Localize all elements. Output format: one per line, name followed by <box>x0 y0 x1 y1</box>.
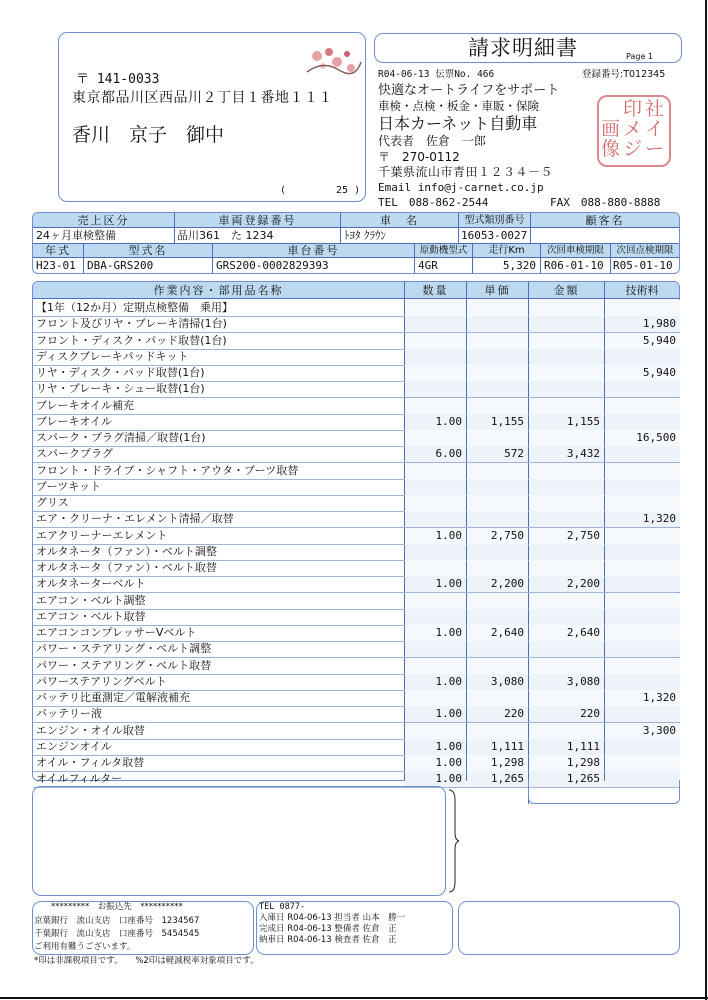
item-amount <box>528 333 600 349</box>
item-amount: 220 <box>580 707 600 720</box>
notes-box <box>458 901 680 955</box>
table-row <box>32 755 680 771</box>
item-tech-fee <box>604 349 676 365</box>
model-year: H23-01 <box>36 259 76 272</box>
item-tech-fee <box>604 706 676 722</box>
table-row <box>32 593 680 609</box>
item-name: リヤ・ブレーキ・シュー取替(1台) <box>36 382 205 395</box>
slip-date-number: R04-06-13 伝票No. 466 <box>378 69 495 80</box>
header-amount: 金額 <box>553 284 580 297</box>
item-tech-fee <box>604 414 676 430</box>
label-model-category: 型式類別番号 <box>464 215 525 226</box>
item-amount <box>528 300 600 316</box>
bank-header: ********* お振込先 ********** <box>51 902 183 912</box>
item-unit-price <box>466 593 524 609</box>
table-row <box>32 316 680 332</box>
header-unit-price: 単価 <box>484 284 511 297</box>
amount-total-box <box>528 780 680 804</box>
item-tech-fee: 1,320 <box>642 691 676 704</box>
table-row <box>32 430 680 446</box>
table-row <box>32 723 680 739</box>
item-amount: 1,298 <box>566 756 600 769</box>
item-amount <box>528 641 600 657</box>
item-tech-fee: 5,940 <box>642 334 676 347</box>
item-unit-price <box>466 463 524 479</box>
item-tech-fee: 3,300 <box>642 724 676 737</box>
item-amount <box>528 365 600 381</box>
item-tech-fee <box>604 528 676 544</box>
label-chassis: 車台番号 <box>287 244 340 257</box>
car-name: ﾄﾖﾀ ｸﾗｳﾝ <box>344 229 386 242</box>
recipient-name: 香川 京子 御中 <box>72 124 225 146</box>
item-amount: 2,640 <box>566 626 600 639</box>
table-row <box>32 446 680 462</box>
item-quantity: 1.00 <box>435 707 462 720</box>
table-row <box>32 739 680 755</box>
table-row <box>32 479 680 495</box>
item-unit-price <box>466 398 524 414</box>
item-tech-fee <box>604 560 676 576</box>
item-name: オイルフィルター <box>36 772 123 785</box>
label-model: 型式名 <box>128 244 168 257</box>
next-check-date: R05-01-10 <box>613 259 673 272</box>
table-row <box>32 625 680 641</box>
item-unit-price <box>466 723 524 739</box>
item-unit-price <box>466 658 524 674</box>
item-unit-price: 2,750 <box>490 529 524 542</box>
item-quantity <box>404 300 462 316</box>
item-amount <box>528 690 600 706</box>
item-amount <box>528 544 600 560</box>
table-row <box>32 674 680 690</box>
item-amount <box>528 479 600 495</box>
table-row <box>32 609 680 625</box>
item-unit-price: 1,298 <box>490 756 524 769</box>
label-customer: 顧客名 <box>585 214 625 227</box>
label-year: 年式 <box>45 244 71 257</box>
item-tech-fee <box>604 479 676 495</box>
label-engine: 原動機型式 <box>419 245 468 256</box>
registration-number: 登録番号:T012345 <box>582 69 666 80</box>
item-amount <box>528 609 600 625</box>
item-quantity: 6.00 <box>435 447 462 460</box>
item-quantity <box>404 365 462 381</box>
sales-category: 24ヶ月車検整備 <box>36 229 116 242</box>
item-quantity <box>404 690 462 706</box>
item-amount: 2,750 <box>566 529 600 542</box>
item-amount <box>528 511 600 527</box>
item-quantity <box>404 333 462 349</box>
header-quantity: 数量 <box>422 284 449 297</box>
header-tech-fee: 技術料 <box>625 284 659 297</box>
item-name: ブーツキット <box>36 480 102 493</box>
issuer-fax: FAX 088-880-8888 <box>550 196 661 209</box>
item-unit-price <box>466 690 524 706</box>
item-name: グリス <box>36 496 69 509</box>
registration-no: 品川361 た 1234 <box>177 229 274 242</box>
footnote: *印は非課税項目です。 %2印は軽減税率対象項目です。 <box>34 956 259 966</box>
item-amount <box>528 463 600 479</box>
model-name: DBA-GRS200 <box>87 259 154 272</box>
flower-decoration <box>303 42 363 80</box>
model-category: 16053-0027 <box>461 229 528 242</box>
work-in-date: 入庫日 R04-06-13 担当者 山本 勝一 <box>259 913 406 923</box>
table-row <box>32 414 680 430</box>
item-unit-price <box>466 495 524 511</box>
header-item-name: 作業内容・部用品名称 <box>153 284 284 297</box>
item-name: オルタネータ（ファン）・ベルト取替 <box>36 561 217 574</box>
page-number: Page 1 <box>626 52 653 61</box>
item-quantity <box>404 495 462 511</box>
item-tech-fee <box>604 576 676 592</box>
issuer-tel: TEL 088-862-2544 <box>378 196 489 209</box>
item-unit-price <box>466 641 524 657</box>
item-name: エアコンコンプレッサーVベルト <box>36 626 197 639</box>
work-delivery-date: 納車日 R04-06-13 検査者 佐倉 正 <box>259 935 397 945</box>
issuer-address: 千葉県流山市青田１２３４－５ <box>378 165 554 179</box>
item-tech-fee <box>604 609 676 625</box>
item-tech-fee <box>604 625 676 641</box>
item-quantity <box>404 511 462 527</box>
item-unit-price: 1,155 <box>490 415 524 428</box>
next-inspection-date: R06-01-10 <box>544 259 604 272</box>
item-amount: 1,111 <box>566 740 600 753</box>
item-name: パワー・ステアリング・ベルト調整 <box>36 642 212 655</box>
recipient-address: 東京都品川区西品川２丁目１番地１１１ <box>72 90 333 106</box>
table-row <box>32 560 680 576</box>
thanks-message: ご利用有難うございます。 <box>34 942 136 952</box>
item-name: エアコン・ベルト取替 <box>36 610 146 623</box>
table-row <box>32 463 680 479</box>
item-amount: 3,432 <box>566 447 600 460</box>
item-quantity <box>404 349 462 365</box>
item-name: オルタネータ（ファン）・ベルト調整 <box>36 545 217 558</box>
item-unit-price: 1,265 <box>490 772 524 785</box>
item-quantity: 1.00 <box>435 415 462 428</box>
item-unit-price <box>466 365 524 381</box>
bank-line-1: 京葉銀行 流山支店 口座番号 1234567 <box>34 916 200 926</box>
table-row <box>32 381 680 397</box>
item-name: ブレーキオイル <box>36 415 113 428</box>
item-quantity: 1.00 <box>435 577 462 590</box>
item-tech-fee <box>604 381 676 397</box>
item-unit-price <box>466 349 524 365</box>
item-name: パワー・ステアリング・ベルト取替 <box>36 659 212 672</box>
label-mileage: 走行Km <box>488 245 525 256</box>
mileage: 5,320 <box>502 259 536 272</box>
item-amount: 2,200 <box>566 577 600 590</box>
item-tech-fee: 16,500 <box>636 431 676 444</box>
item-unit-price: 1,111 <box>490 740 524 753</box>
item-name: エンジンオイル <box>36 740 112 753</box>
item-amount: 1,155 <box>566 415 600 428</box>
item-quantity <box>404 723 462 739</box>
item-name: エアクリーナーエレメント <box>36 529 168 542</box>
chassis-number: GRS200-0002829393 <box>216 259 329 272</box>
table-row <box>32 658 680 674</box>
item-amount <box>528 430 600 446</box>
issuer-services: 車検・点検・板金・車販・保険 <box>378 99 539 113</box>
item-name: フロント・ドライブ・シャフト・アウタ・ブーツ取替 <box>36 464 299 477</box>
item-name: ブレーキオイル補充 <box>36 399 135 412</box>
item-quantity <box>404 398 462 414</box>
item-quantity <box>404 593 462 609</box>
item-name: バッテリー液 <box>36 707 102 720</box>
table-row <box>32 528 680 544</box>
item-quantity <box>404 463 462 479</box>
item-amount <box>528 398 600 414</box>
item-name: スパークプラグ <box>36 447 113 460</box>
item-quantity: 1.00 <box>435 740 462 753</box>
item-amount <box>528 316 600 332</box>
label-sales-category: 売上区分 <box>77 214 130 227</box>
table-row <box>32 398 680 414</box>
item-tech-fee <box>604 398 676 414</box>
item-amount: 3,080 <box>566 675 600 688</box>
table-row <box>32 511 680 527</box>
item-tech-fee: 1,980 <box>642 317 676 330</box>
item-tech-fee <box>604 446 676 462</box>
item-tech-fee <box>604 463 676 479</box>
item-amount <box>528 381 600 397</box>
item-quantity: 1.00 <box>435 675 462 688</box>
item-unit-price: 2,200 <box>490 577 524 590</box>
item-quantity <box>404 479 462 495</box>
item-amount <box>528 593 600 609</box>
table-row <box>32 544 680 560</box>
item-name: エアコン・ベルト調整 <box>36 594 146 607</box>
item-quantity <box>404 609 462 625</box>
table-row <box>32 641 680 657</box>
item-unit-price <box>466 381 524 397</box>
item-amount: 1,265 <box>566 772 600 785</box>
bank-line-2: 千葉銀行 流山支店 口座番号 5454545 <box>34 929 200 939</box>
page-title: 請求明細書 <box>468 36 578 60</box>
engine-model: 4GR <box>418 259 438 272</box>
item-name: バッテリ比重測定／電解液補充 <box>36 691 190 704</box>
item-name: エア・クリーナ・エレメント清掃／取替 <box>36 512 234 525</box>
issuer-representative: 代表者 佐倉 一郎 <box>378 134 487 148</box>
item-name: フロント及びリヤ・ブレーキ清掃(1台) <box>36 317 227 330</box>
table-row <box>32 300 680 316</box>
item-quantity: 1.00 <box>435 529 462 542</box>
item-amount <box>528 349 600 365</box>
item-unit-price <box>466 479 524 495</box>
item-tech-fee <box>604 658 676 674</box>
label-next-check: 次回点検期限 <box>616 245 674 256</box>
item-name: エンジン・オイル取替 <box>36 724 145 737</box>
item-quantity <box>404 544 462 560</box>
label-next-inspection: 次回車検期限 <box>546 245 604 256</box>
item-amount <box>528 495 600 511</box>
label-car-name: 車 名 <box>380 214 419 227</box>
item-name: パワーステアリングベルト <box>36 675 167 688</box>
item-unit-price <box>466 300 524 316</box>
recipient-postal: 〒 141-0033 <box>76 72 160 87</box>
item-tech-fee <box>604 495 676 511</box>
table-row <box>32 333 680 349</box>
work-done-date: 完成日 R04-06-13 整備者 佐倉 正 <box>259 924 397 934</box>
item-unit-price <box>466 609 524 625</box>
table-row <box>32 706 680 722</box>
item-quantity <box>404 560 462 576</box>
recipient-count: ( 25 ) <box>280 185 361 196</box>
table-row <box>32 365 680 381</box>
item-tech-fee: 1,320 <box>642 512 676 525</box>
item-unit-price <box>466 333 524 349</box>
remarks-box <box>32 786 446 896</box>
issuer-company: 日本カーネット自動車 <box>378 114 538 133</box>
item-amount <box>528 658 600 674</box>
item-unit-price <box>466 560 524 576</box>
company-seal: 社 印 イ メ ー ジ 画 像 <box>597 95 671 167</box>
item-tech-fee <box>604 641 676 657</box>
item-quantity <box>404 316 462 332</box>
item-quantity <box>404 381 462 397</box>
item-tech-fee <box>604 674 676 690</box>
table-row <box>32 349 680 365</box>
work-tel: TEL 0877- <box>259 902 306 912</box>
issuer-email: Email info@j-carnet.co.jp <box>378 181 544 194</box>
item-amount <box>528 560 600 576</box>
item-name: リヤ・ディスク・パッド取替(1台) <box>36 366 205 379</box>
item-name: フロント・ディスク・パッド取替(1台) <box>36 334 227 347</box>
item-tech-fee <box>604 755 676 771</box>
item-tech-fee <box>604 739 676 755</box>
item-unit-price <box>466 544 524 560</box>
item-quantity: 1.00 <box>435 756 462 769</box>
item-name: オルタネーターベルト <box>36 577 146 590</box>
item-quantity: 1.00 <box>435 772 462 785</box>
item-unit-price: 2,640 <box>490 626 524 639</box>
item-unit-price: 220 <box>504 707 524 720</box>
item-quantity <box>404 658 462 674</box>
item-tech-fee <box>604 544 676 560</box>
item-unit-price <box>466 511 524 527</box>
item-quantity <box>404 641 462 657</box>
item-quantity: 1.00 <box>435 626 462 639</box>
item-tech-fee <box>604 300 676 316</box>
item-amount <box>528 723 600 739</box>
item-name: スパーク・プラグ清掃／取替(1台) <box>36 431 206 444</box>
item-unit-price: 3,080 <box>490 675 524 688</box>
item-unit-price <box>466 316 524 332</box>
item-name: ディスクブレーキパッドキット <box>36 350 189 363</box>
item-unit-price <box>466 430 524 446</box>
table-row <box>32 576 680 592</box>
item-quantity <box>404 430 462 446</box>
issuer-slogan: 快適なオートライフをサポート <box>378 83 560 98</box>
remarks-bracket <box>448 788 460 894</box>
issuer-postal: 〒 270-0112 <box>378 150 460 164</box>
item-tech-fee <box>604 593 676 609</box>
item-tech-fee: 5,940 <box>642 366 676 379</box>
label-registration-no: 車両登録番号 <box>218 214 297 227</box>
item-name: 【1年（12か月）定期点検整備 乗用】 <box>36 301 233 314</box>
table-row <box>32 690 680 706</box>
item-name: オイル・フィルタ取替 <box>36 756 145 769</box>
table-row <box>32 495 680 511</box>
item-unit-price: 572 <box>504 447 524 460</box>
